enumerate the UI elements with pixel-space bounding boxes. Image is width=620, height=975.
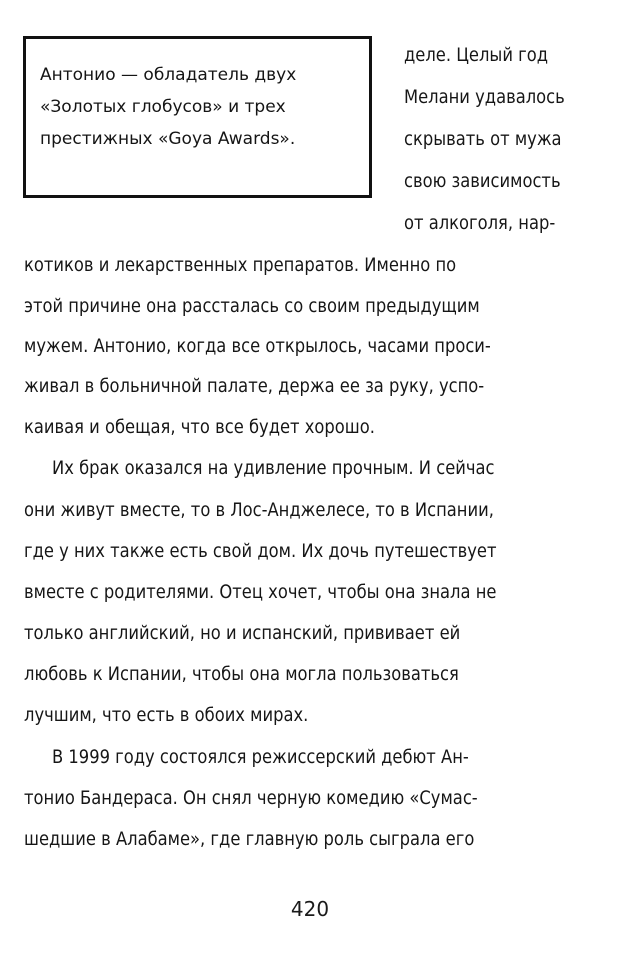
paragraph-start-line: В 1999 году состоялся режиссерский дебют Ан- bbox=[52, 746, 469, 768]
text-line: каивая и обещая, что все будет хорошо. bbox=[24, 416, 375, 438]
text-line: любовь к Испании, чтобы она могла пользоваться bbox=[24, 663, 459, 685]
callout-line: престижных «Goya Awards». bbox=[40, 129, 296, 149]
text-line: тонио Бандераса. Он снял черную комедию «Сумас- bbox=[24, 787, 478, 809]
text-line: деле. Целый год bbox=[404, 44, 549, 66]
text-line: вместе с родителями. Отец хочет, чтобы она знала не bbox=[24, 581, 497, 603]
text-line: от алкоголя, нар- bbox=[404, 212, 556, 234]
text-line: шедшие в Алабаме», где главную роль сыграла его bbox=[24, 828, 475, 850]
text-line: Мелани удавалось bbox=[404, 86, 565, 108]
text-line: этой причине она рассталась со своим предыдущим bbox=[24, 295, 480, 317]
callout-line: «Золотых глобусов» и трех bbox=[40, 97, 286, 117]
text-line: живал в больничной палате, держа ее за руку, успо- bbox=[24, 375, 485, 397]
text-line: свою зависимость bbox=[404, 170, 561, 192]
text-line: скрывать от мужа bbox=[404, 128, 562, 150]
text-line: они живут вместе, то в Лос-Анджелесе, то в Испании, bbox=[24, 499, 494, 521]
text-line: котиков и лекарственных препаратов. Именно по bbox=[24, 254, 457, 276]
callout-line: Антонио — обладатель двух bbox=[40, 65, 297, 85]
page-number: 420 bbox=[290, 897, 330, 921]
text-line: лучшим, что есть в обоих мирах. bbox=[24, 704, 309, 726]
text-line: только английский, но и испанский, прививает ей bbox=[24, 622, 461, 644]
paragraph-start-line: Их брак оказался на удивление прочным. И сейчас bbox=[52, 457, 495, 479]
text-line: где у них также есть свой дом. Их дочь путешествует bbox=[24, 540, 497, 562]
callout-box bbox=[23, 36, 372, 198]
text-line: мужем. Антонио, когда все открылось, часами проси- bbox=[24, 335, 491, 357]
